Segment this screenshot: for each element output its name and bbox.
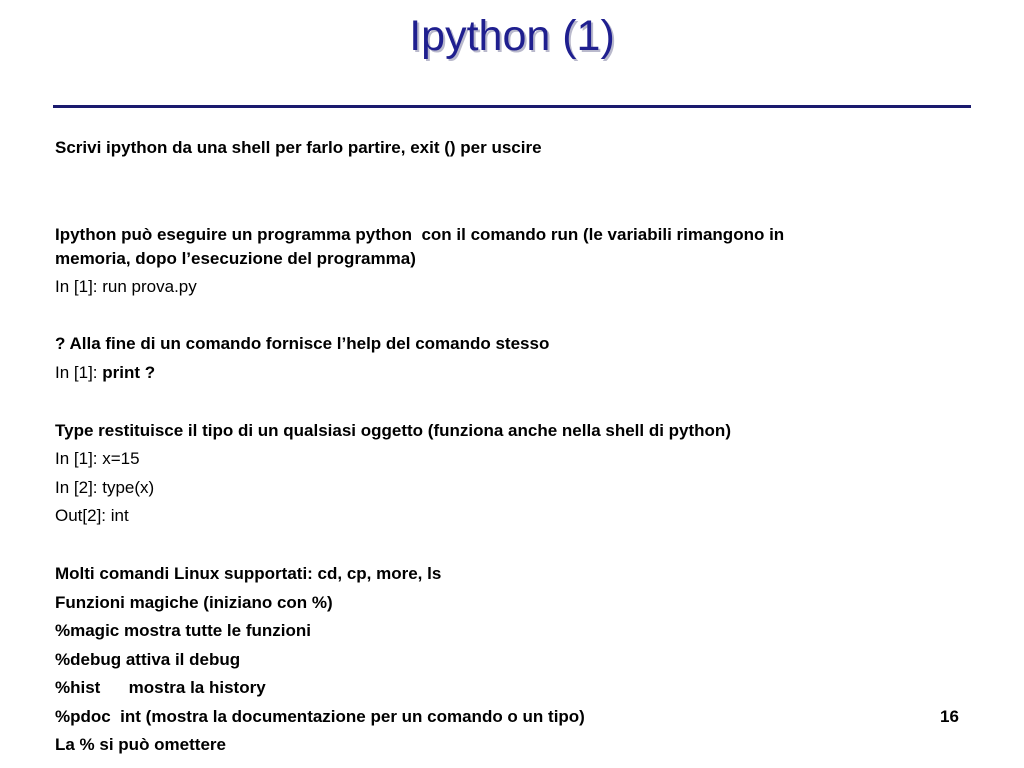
page-number: 16: [940, 707, 959, 726]
code-prompt: In [1]:: [55, 363, 103, 382]
body-line-debug: %debug attiva il debug: [55, 650, 241, 669]
body-line-launch: Scrivi ipython da una shell per farlo partire, exit () per uscire: [55, 138, 542, 157]
body-line-type: Type restituisce il tipo di un qualsiasi oggetto (funziona anche nella shell di python): [55, 421, 731, 440]
code-line-assign: In [1]: x=15: [55, 449, 140, 468]
body-line-magic: Funzioni magiche (iniziano con %): [55, 593, 333, 612]
body-line-run-2: memoria, dopo l’esecuzione del programma): [55, 249, 416, 268]
body-line-linux: Molti comandi Linux supportati: cd, cp, more, ls: [55, 564, 442, 583]
body-line-pdoc: %pdoc int (mostra la documentazione per un comando o un tipo): [55, 707, 585, 726]
code-line-help: [55, 362, 155, 384]
code-line-run: In [1]: run prova.py: [55, 277, 197, 296]
slide-title: Ipython (1): [409, 12, 615, 60]
body-line-run-1: Ipython può eseguire un programma python con il comando run (le variabili rimangono in: [55, 225, 785, 244]
body-line-hist: %hist mostra la history: [55, 678, 266, 697]
code-line-output: Out[2]: int: [55, 506, 129, 525]
body-line-omit: La % si può omettere: [55, 735, 226, 754]
code-command: print ?: [102, 363, 156, 382]
body-line-help: ? Alla fine di un comando fornisce l’help del comando stesso: [55, 334, 550, 353]
title-divider: [53, 105, 971, 108]
body-line-magic-cmd: %magic mostra tutte le funzioni: [55, 621, 311, 640]
code-line-type: In [2]: type(x): [55, 478, 155, 497]
